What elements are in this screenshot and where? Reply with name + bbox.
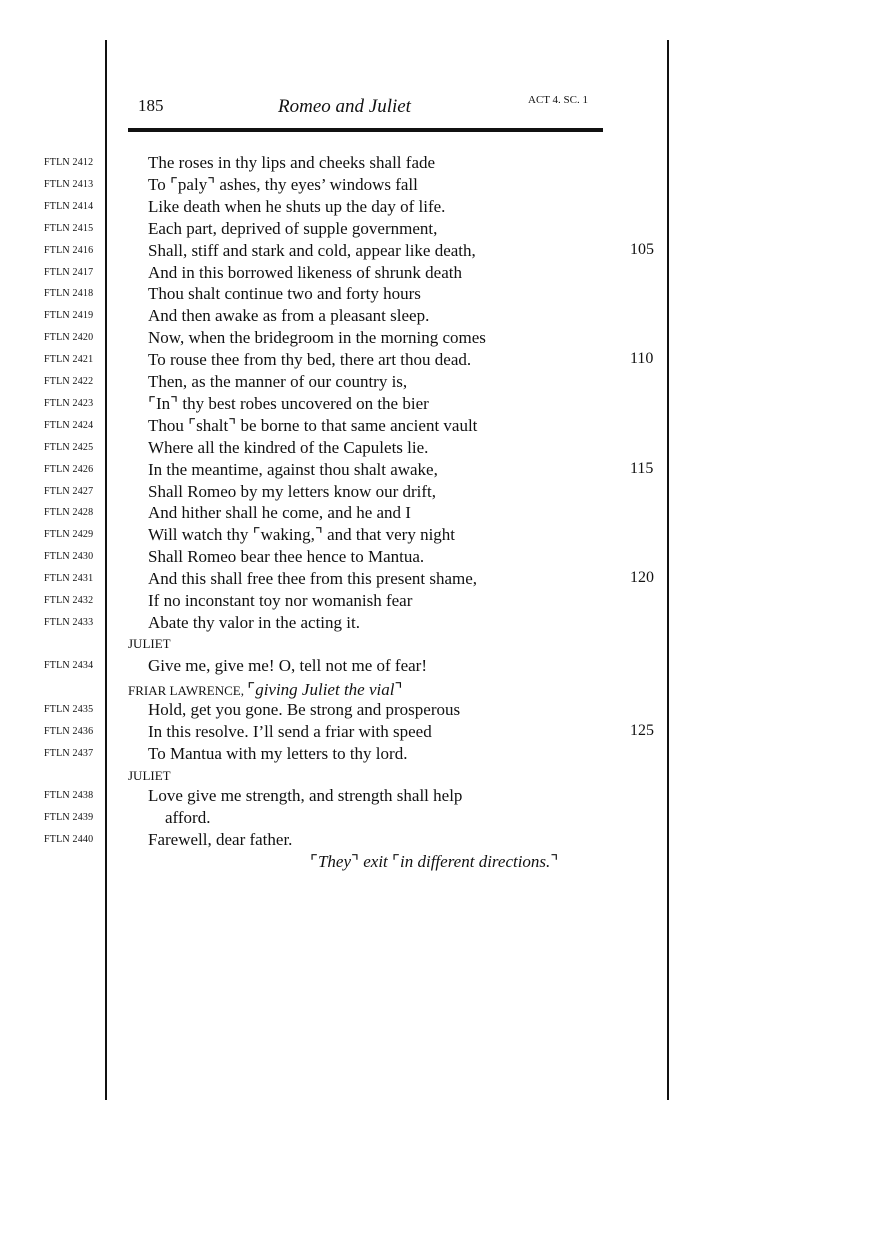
ftln-number: FTLN 2413 — [44, 178, 94, 190]
ftln-number: FTLN 2428 — [44, 507, 94, 519]
verse-line — [0, 786, 880, 808]
verse-line — [0, 328, 880, 350]
exit-direction: ⌜They⌝ exit ⌜in different directions.⌝ — [310, 852, 559, 871]
verse-line — [0, 613, 880, 635]
ftln-number: FTLN 2417 — [44, 266, 94, 278]
verse-text: And in this borrowed likeness of shrunk death — [148, 262, 462, 282]
verse-text: And then awake as from a pleasant sleep. — [148, 306, 430, 326]
editorial-insertion: In — [155, 393, 171, 413]
ftln-number: FTLN 2440 — [44, 834, 94, 845]
verse-text: Shall Romeo by my letters know our drift, — [148, 481, 437, 501]
verse-line — [0, 525, 880, 547]
verse-line — [0, 416, 880, 438]
verse-text: Love give me strength, and strength shall help — [148, 786, 463, 805]
verse-text: Shall Romeo bear thee hence to Mantua. — [148, 547, 425, 567]
speaker-juliet: JULIET — [128, 636, 171, 651]
verse-text-before: To — [148, 174, 170, 194]
verse-text: afford. — [165, 808, 211, 827]
verse-line — [0, 284, 880, 306]
ftln-number: FTLN 2414 — [44, 200, 94, 212]
exit-part-they: They — [317, 852, 352, 871]
verse-text: Where all the kindred of the Capulets lie. — [148, 437, 429, 457]
verse-text: Thou ⌜shalt⌝ be borne to that same ancient vault — [148, 415, 478, 435]
verse-text: To Mantua with my letters to thy lord. — [148, 743, 408, 763]
stage-direction: giving Juliet the vial — [255, 680, 395, 699]
speaker-name: FRIAR LAWRENCE, — [128, 683, 244, 698]
ftln-number: FTLN 2435 — [44, 704, 94, 715]
verse-line — [0, 830, 880, 852]
verse-line — [0, 744, 880, 766]
verse-text-before: Thou — [148, 415, 189, 435]
verse-line — [0, 394, 880, 416]
ftln-number: FTLN 2415 — [44, 222, 94, 234]
ftln-number: FTLN 2418 — [44, 288, 94, 300]
verse-line — [0, 350, 880, 372]
editorial-insertion: shalt — [196, 415, 229, 435]
verse-text: Shall, stiff and stark and cold, appear like death, — [148, 240, 476, 260]
speaker-friar-lawrence: FRIAR LAWRENCE, ⌜giving Juliet the vial⌝ — [128, 680, 403, 699]
ftln-number: FTLN 2432 — [44, 595, 94, 606]
ftln-number: FTLN 2425 — [44, 441, 94, 453]
verse-line — [0, 722, 880, 744]
verse-line — [0, 547, 880, 569]
ftln-number: FTLN 2416 — [44, 244, 94, 256]
verse-text: The roses in thy lips and cheeks shall fade — [148, 153, 436, 172]
verse-text: To ⌜paly⌝ ashes, thy eyes’ windows fall — [148, 174, 418, 194]
exit-part-directions: in different directions. — [400, 852, 551, 871]
ftln-number: FTLN 2420 — [44, 332, 94, 344]
verse-text: ⌜In⌝ thy best robes uncovered on the bier — [148, 393, 429, 413]
line-number: 110 — [630, 350, 654, 368]
verse-text: Thou shalt continue two and forty hours — [148, 284, 421, 304]
ftln-number: FTLN 2430 — [44, 551, 94, 563]
verse-text: Like death when he shuts up the day of life. — [148, 196, 446, 216]
verse-line — [0, 438, 880, 460]
ftln-number: FTLN 2429 — [44, 529, 94, 541]
verse-line — [0, 219, 880, 241]
verse-line — [0, 569, 880, 591]
speaker-row — [0, 766, 880, 788]
ftln-number: FTLN 2438 — [44, 790, 94, 801]
ftln-number: FTLN 2424 — [44, 419, 94, 431]
verse-line — [0, 591, 880, 613]
ftln-number: FTLN 2423 — [44, 397, 94, 409]
ftln-number: FTLN 2437 — [44, 747, 94, 759]
verse-text-after: be borne to that same ancient vault — [236, 415, 478, 435]
verse-text: And hither shall he come, and he and I — [148, 503, 411, 523]
verse-line — [0, 153, 880, 175]
speaker-row — [0, 678, 880, 700]
verse-text-after: ashes, thy eyes’ windows fall — [215, 174, 418, 194]
verse-text: In the meantime, against thou shalt awake, — [148, 459, 438, 479]
ftln-number: FTLN 2436 — [44, 725, 94, 737]
verse-line — [0, 656, 880, 678]
line-number: 115 — [630, 459, 654, 477]
verse-text: Hold, get you gone. Be strong and prosperous — [148, 700, 461, 719]
verse-line — [0, 482, 880, 504]
verse-text: Abate thy valor in the acting it. — [148, 612, 360, 632]
ftln-number: FTLN 2412 — [44, 157, 94, 168]
line-number: 120 — [630, 569, 654, 587]
ftln-number: FTLN 2426 — [44, 463, 94, 475]
ftln-number: FTLN 2422 — [44, 376, 94, 387]
verse-line — [0, 372, 880, 394]
verse-text: Give me, give me! O, tell not me of fear! — [148, 656, 427, 675]
line-number: 125 — [630, 721, 654, 739]
verse-line — [0, 197, 880, 219]
verse-text: Farewell, dear father. — [148, 830, 293, 849]
verse-line — [0, 241, 880, 263]
verse-text-after: thy best robes uncovered on the bier — [178, 393, 429, 413]
verse-text-before: Will watch thy — [148, 525, 253, 545]
verse-text: Each part, deprived of supple government, — [148, 218, 438, 238]
page-number: 185 — [138, 96, 164, 115]
verse-text: In this resolve. I’ll send a friar with speed — [148, 721, 432, 741]
verse-text: If no inconstant toy nor womanish fear — [148, 591, 413, 610]
header-rule — [128, 128, 603, 132]
ftln-number: FTLN 2439 — [44, 812, 94, 823]
verse-line — [0, 175, 880, 197]
exit-part-exit: exit — [358, 852, 393, 871]
ftln-number: FTLN 2431 — [44, 573, 94, 585]
speaker-row — [0, 634, 880, 656]
ftln-number: FTLN 2419 — [44, 310, 94, 322]
verse-line — [0, 503, 880, 525]
editorial-insertion: paly — [177, 174, 208, 194]
act-scene-label: ACT 4. SC. 1 — [528, 94, 589, 106]
verse-line — [0, 263, 880, 285]
page-title: Romeo and Juliet — [278, 96, 411, 117]
verse-text-after: and that very night — [322, 525, 456, 545]
verse-line — [0, 808, 880, 830]
verse-line — [0, 306, 880, 328]
verse-line — [0, 460, 880, 482]
ftln-number: FTLN 2421 — [44, 354, 94, 366]
verse-text: And this shall free thee from this present shame, — [148, 569, 478, 589]
ftln-number: FTLN 2434 — [44, 660, 94, 671]
ftln-number: FTLN 2433 — [44, 616, 94, 628]
line-number: 105 — [630, 240, 654, 258]
verse-text: Then, as the manner of our country is, — [148, 372, 408, 391]
ftln-number: FTLN 2427 — [44, 485, 94, 497]
verse-text: Now, when the bridegroom in the morning comes — [148, 328, 486, 348]
verse-text: Will watch thy ⌜waking,⌝ and that very night — [148, 525, 456, 545]
editorial-insertion: waking, — [260, 525, 315, 545]
verse-text: To rouse thee from thy bed, there art thou dead. — [148, 350, 472, 370]
verse-line — [0, 700, 880, 722]
exit-direction-row — [0, 852, 880, 874]
speaker-juliet: JULIET — [128, 768, 171, 783]
